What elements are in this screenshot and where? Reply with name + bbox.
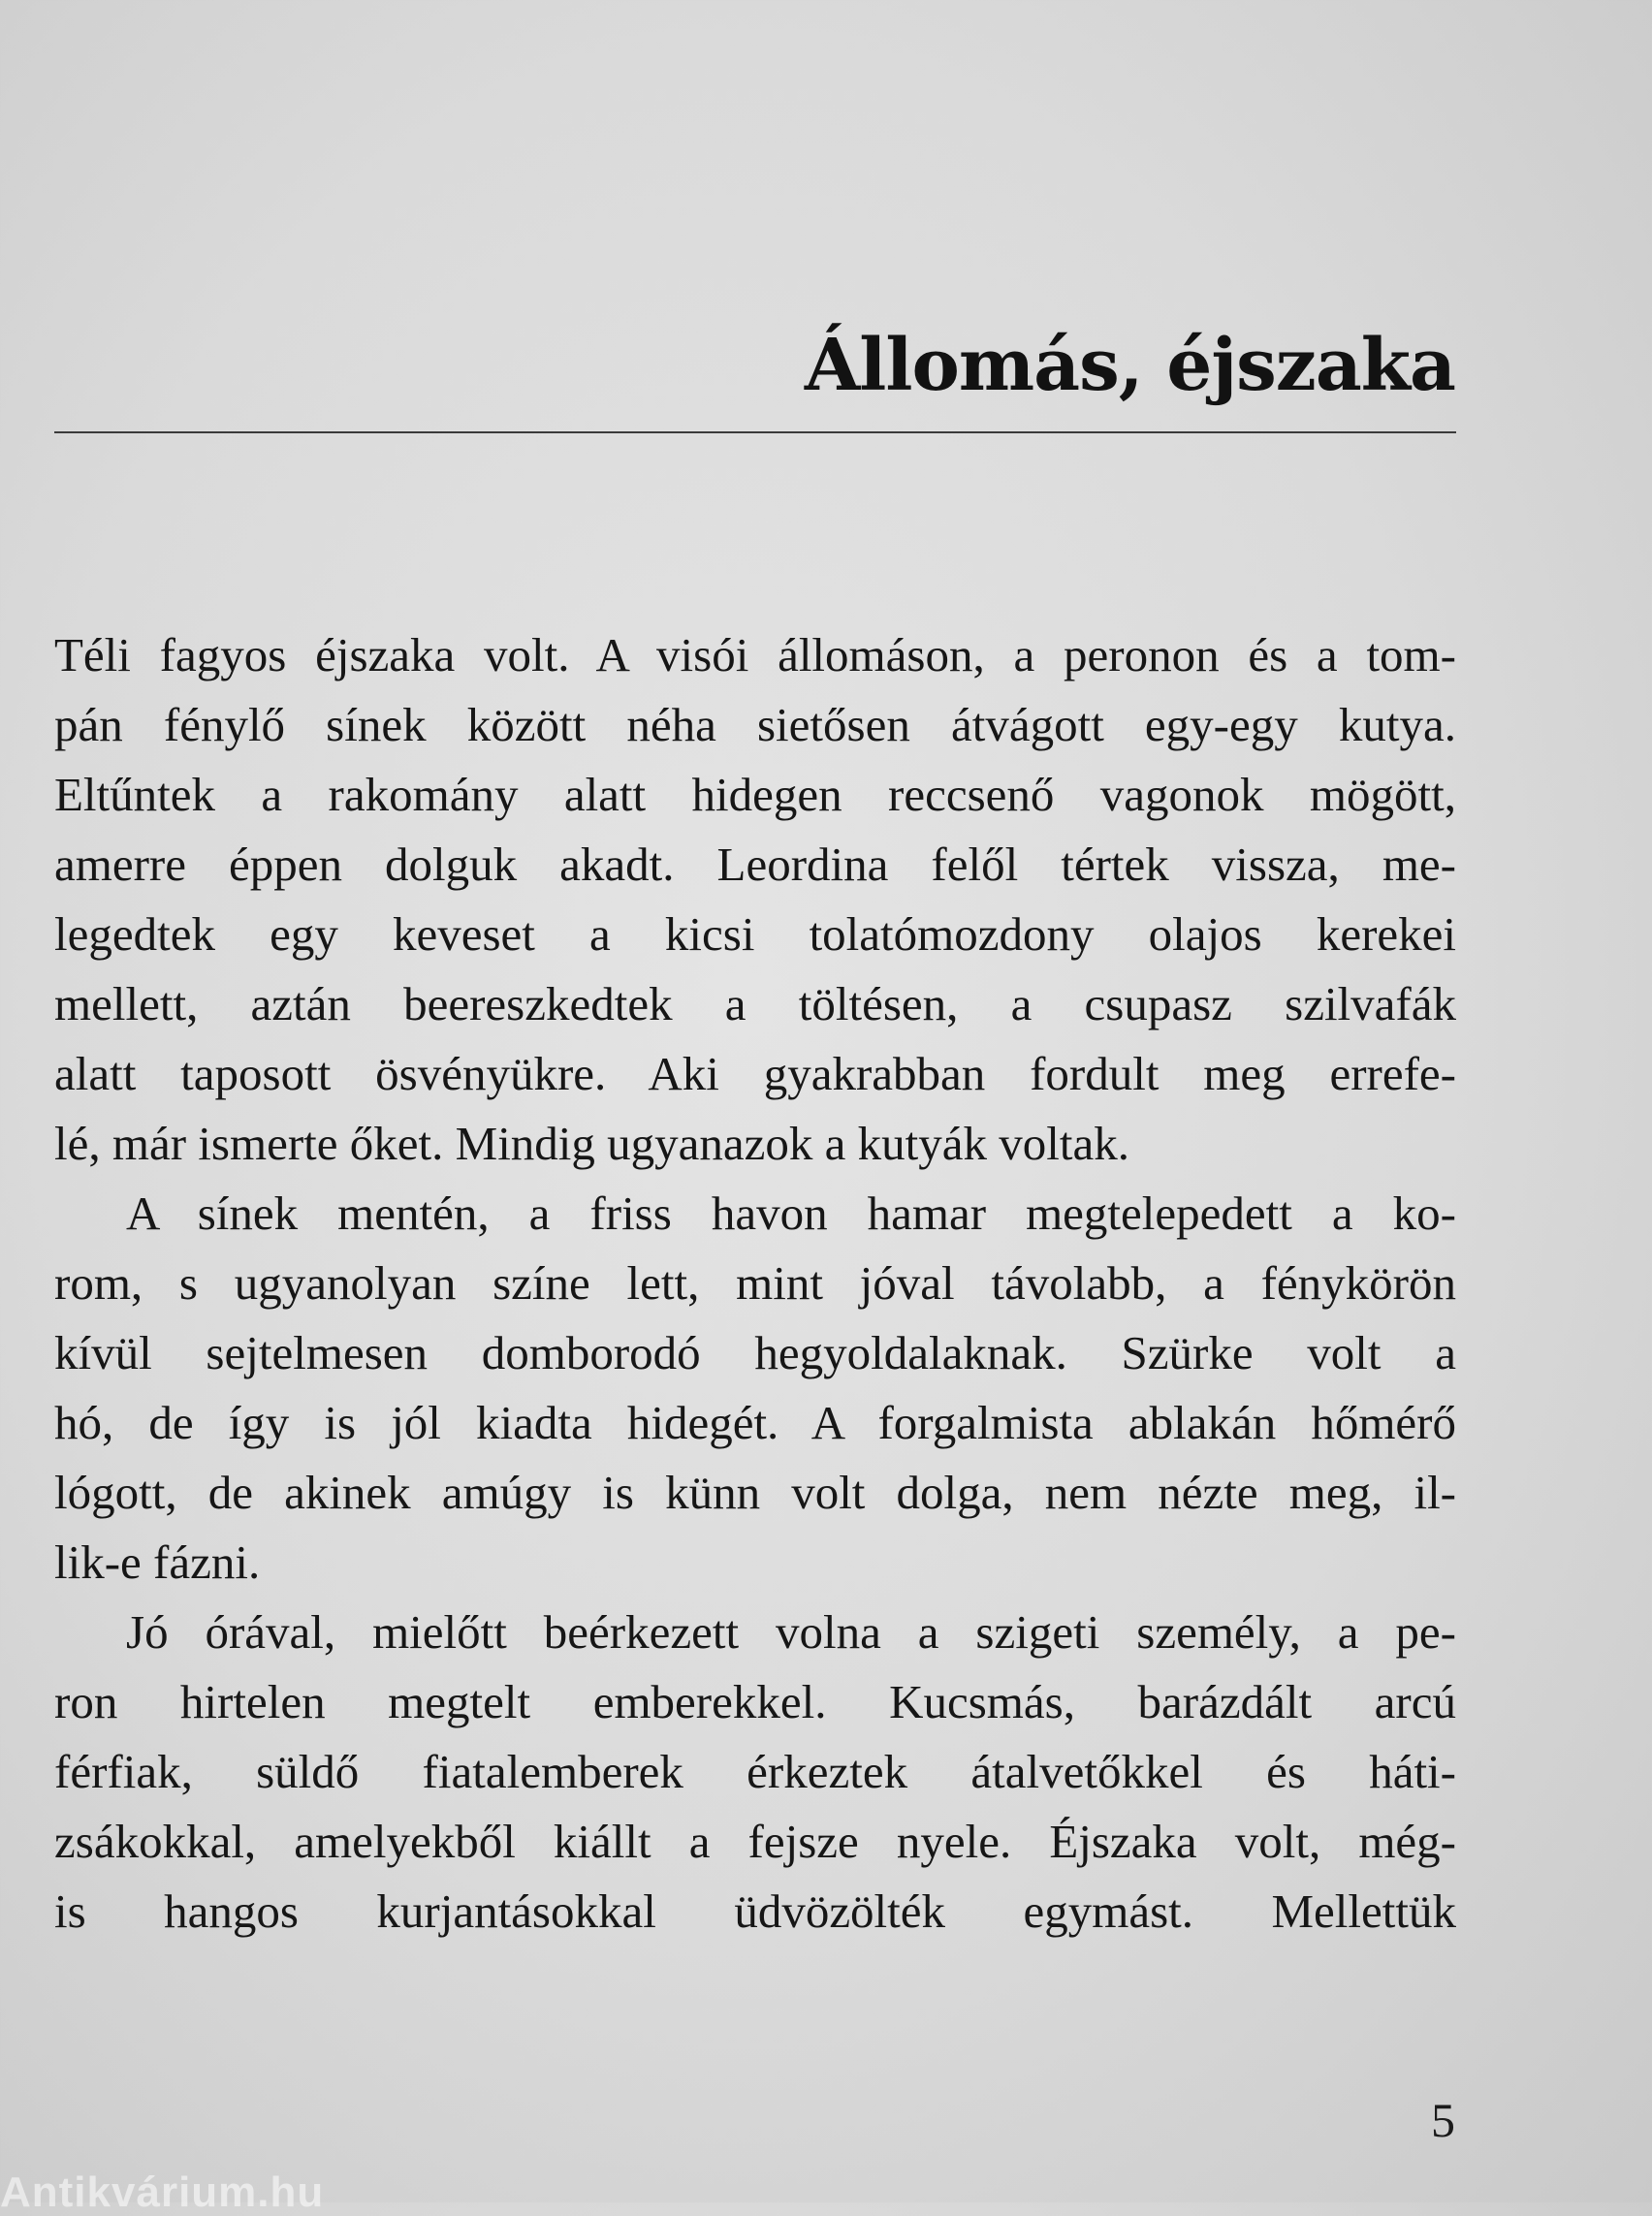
paragraph-first-line: A sínek mentén, a friss havon hamar megtelepedett a ko- (126, 1187, 1456, 1240)
text-line: pán fénylő sínek között néha sietősen átvágott egy-egy kutya. (54, 698, 1456, 751)
text-line: mellett, aztán beereszkedtek a töltésen, a csupasz szilvafák (54, 977, 1456, 1030)
text-line: Téli fagyos éjszaka volt. A visói állomáson, a peronon és a tom- (54, 628, 1456, 681)
text-line: zsákokkal, amelyekből kiállt a fejsze nyele. Éjszaka volt, még- (54, 1815, 1456, 1868)
chapter-title: Állomás, éjszaka (804, 324, 1455, 407)
text-line: férfiak, süldő fiatalemberek érkeztek átalvetőkkel és háti- (54, 1745, 1456, 1798)
text-line: lik-e fázni. (54, 1535, 261, 1589)
text-line: hó, de így is jól kiadta hidegét. A forgalmista ablakán hőmérő (54, 1396, 1456, 1449)
text-line: ron hirtelen megtelt emberekkel. Kucsmás, barázdált arcú (54, 1675, 1456, 1728)
body-text (54, 620, 1456, 1947)
text-line: rom, s ugyanolyan színe lett, mint jóval távolabb, a fénykörön (54, 1256, 1456, 1310)
page-number: 5 (1431, 2093, 1455, 2147)
text-line: legedtek egy keveset a kicsi tolatómozdony olajos kerekei (54, 907, 1456, 961)
watermark-text: Antikvárium.hu (0, 2169, 325, 2216)
text-line: is hangos kurjantásokkal üdvözölték egymást. Mellettük (54, 1884, 1456, 1938)
title-underline (54, 431, 1456, 433)
text-line: alatt taposott ösvényükre. Aki gyakrabban fordult meg errefe- (54, 1047, 1456, 1100)
text-line: kívül sejtelmesen domborodó hegyoldalaknak. Szürke volt a (54, 1326, 1456, 1379)
text-line: amerre éppen dolguk akadt. Leordina felől tértek vissza, me- (54, 838, 1456, 891)
text-line: Eltűntek a rakomány alatt hidegen reccsenő vagonok mögött, (54, 768, 1456, 821)
text-line: lógott, de akinek amúgy is künn volt dolga, nem nézte meg, il- (54, 1466, 1456, 1519)
text-line: lé, már ismerte őket. Mindig ugyanazok a kutyák voltak. (54, 1117, 1130, 1170)
paragraph-first-line: Jó órával, mielőtt beérkezett volna a szigeti személy, a pe- (126, 1605, 1456, 1659)
